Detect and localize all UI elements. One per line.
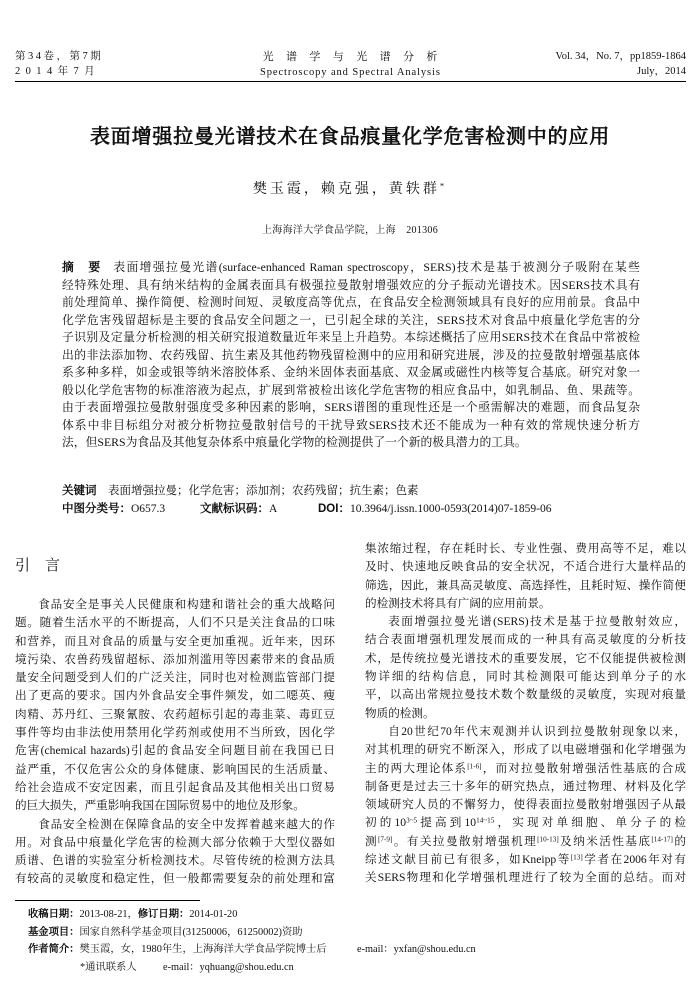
classification <box>62 501 640 519</box>
abstract-label: 摘 要 <box>62 260 102 274</box>
doc-code-value: A <box>269 503 278 515</box>
text-segment: ，实现对单细胞、单分子的检 <box>494 816 686 830</box>
abstract-line: 经特殊处理、具有纳米结构的金属表面具有极强拉曼散射增强效应的分子振动光谱技术。因SERS技术具有 <box>62 277 640 292</box>
body-line: 及时、快速地反映食品的安全状况，不适合进行大量样品的 <box>365 560 686 574</box>
body-line: 境污染、农兽药残留超标、添加剂滥用等因素带来的食品质 <box>15 652 335 666</box>
text-segment: 。有关拉曼散射增强机理 <box>392 834 538 848</box>
body-line: 危害(chemical hazards)引起的食品安全问题目前在我国已日 <box>15 744 335 758</box>
body-line: 用。对食品中痕量化学危害的检测大部分依赖于大型仪器如 <box>15 835 335 849</box>
body-line: 题。随着生活水平的不断提高，人们不只是关注食品的口味 <box>15 616 335 630</box>
citation: [7-9] <box>378 835 393 844</box>
issue-date-cn: 2014年7月 <box>15 65 101 77</box>
author-email: e-mail：yxfan@shou.edu.cn <box>357 944 476 956</box>
footnote-rule <box>15 900 200 901</box>
keywords-label: 关键词 <box>62 485 97 497</box>
body-line: 表面增强拉曼光谱(SERS)技术是基于拉曼散射效应， <box>388 615 686 629</box>
body-line: 食品安全检测在保障食品的安全中发挥着越来越大的作 <box>38 817 335 831</box>
clc-label: 中图分类号： <box>62 503 131 515</box>
journal-name-cn: 光谱学与光谱分析 <box>262 51 450 63</box>
journal-name-en: Spectroscopy and Spectral Analysis <box>260 66 441 78</box>
footnote-fund <box>28 924 688 942</box>
body-line: 有较高的灵敏度和稳定性，但一般都需要复杂的前处理和富 <box>15 872 335 886</box>
abstract-line: 出的非法添加物、农药残留、抗生素及其他药物残留检测中的应用和研究进展，涉及的拉曼散射增强基底体 <box>62 347 640 362</box>
abstract-line: 法，但SERS为食品及其他复杂体系中痕量化学物的检测提供了一个新的极具潜力的工具。 <box>62 435 527 449</box>
author-list <box>0 181 700 199</box>
abstract-line <box>62 259 640 277</box>
body-line: 集浓缩过程，存在耗时长、专业性强、费用高等不足，难以 <box>365 542 686 555</box>
clc-number <box>62 501 165 519</box>
body-line: 给社会造成不安定因素，而且引起食品及其他相关出口贸易 <box>15 780 335 794</box>
paper-title: 表面增强拉曼光谱技术在食品痕量化学危害检测中的应用 <box>90 126 610 148</box>
volume-issue: 第34卷，第7期 <box>15 51 104 62</box>
corresponding-email: e-mail：yqhuang@shou.edu.cn <box>163 962 294 974</box>
doc-code-label: 文献标识码： <box>200 503 269 515</box>
section-heading: 引 言 <box>15 558 61 574</box>
doi <box>318 501 552 519</box>
body-line: 领域研究人员的不懈努力，使得表面拉曼散射增强因子从最 <box>365 798 686 812</box>
body-line: 物详细的结构信息，同时其检测限可能达到单分子的水 <box>365 670 686 684</box>
footnotes <box>28 906 688 977</box>
abstract-line: 系多种多样，如金或银等纳米溶胶体系、金纳米固体表面基底、双金属或磁性内核等复合基底。研究对象一 <box>62 365 640 379</box>
body-line <box>365 760 686 778</box>
body-line: 平，以高出常规拉曼技术数个数量级的灵敏度，实现对痕量 <box>365 688 686 702</box>
body-line: 筛选，因此，兼具高灵敏度、高选择性，且耗时短、操作简便 <box>365 578 686 592</box>
fund-text: 国家自然科学基金项目(31250006，61250002)资助 <box>79 926 303 938</box>
header-right <box>556 50 686 79</box>
footnote-author <box>28 941 688 959</box>
body-line: 事件等均由非法使用禁用化学药剂或使用不当所致，因化学 <box>15 726 335 740</box>
citation: [14-17] <box>651 835 673 844</box>
header-rule <box>15 81 686 82</box>
received-label: 收稿日期： <box>28 909 80 920</box>
text-segment: 主的两大理论体系 <box>365 761 468 775</box>
text-segment: 综述文献目前已有很多，如Kneipp等 <box>365 853 571 867</box>
document-code <box>200 501 277 519</box>
text-segment: 提高到10 <box>417 816 477 830</box>
body-line: 自20世纪70年代末观测并认识到拉曼散射现象以来， <box>388 724 686 738</box>
exponent: 14~15 <box>476 816 495 825</box>
citation: [13] <box>570 853 583 862</box>
body-line: 肉精、苏丹红、三聚氰胺、农药超标引起的毒韭菜、毒豇豆 <box>15 707 335 721</box>
body-line: 物质的检测。 <box>365 706 435 720</box>
text-segment: 及纳米活性基底 <box>558 834 652 848</box>
corresponding-mark: * <box>439 180 448 191</box>
keywords-text: 表面增强拉曼；化学危害；添加剂；农药残留；抗生素；色素 <box>108 485 419 497</box>
abstract-line: 子识别及定量分析检测的相关研究报道数量近年来呈上升趋势。本综述概括了应用SERS技术在食品中常被检 <box>62 330 640 344</box>
text-segment: ，而对拉曼散射增强活性基底的合成 <box>481 761 686 775</box>
exponent: 3~5 <box>406 816 418 825</box>
body-line: 术，是传统拉曼光谱技术的重要发展，它不仅能提供被检测 <box>365 651 686 665</box>
body-line: 的检测技术将具有广阔的应用前景。 <box>365 596 551 610</box>
text-segment: 学者在2006年对有 <box>582 853 686 867</box>
footnote-dates <box>28 906 688 924</box>
abstract-line: 体系中非目标组分对被分析物拉曼散射信号的干扰导致SERS技术还不能成为一种有效的常规快速分析方 <box>62 417 640 432</box>
abstract <box>62 259 640 452</box>
body-right-column <box>365 540 686 888</box>
doi-value: 10.3964/j.issn.1000-0593(2014)07-1859-06 <box>349 503 552 515</box>
body-line <box>365 833 686 851</box>
body-line: 食品安全是事关人民健康和构建和谐社会的重大战略问 <box>38 598 335 611</box>
body-line: 量安全问题受到人们的广泛关注，同时也对检测监管部门提 <box>15 671 335 685</box>
fund-label: 基金项目： <box>28 926 80 938</box>
footnote-corresponding <box>28 959 688 977</box>
doi-label: DOI： <box>318 503 350 515</box>
author-bio-label: 作者简介： <box>28 944 80 956</box>
body-line: 关SERS物理和化学增强机理进行了较为全面的总结。而对 <box>365 871 686 885</box>
body-line: 对其机理的研究不断深入，形成了以电磁增强和化学增强为 <box>365 743 686 757</box>
body-line <box>365 851 686 869</box>
body-line: 出了更高的要求。国内外食品安全事件频发，如二噁英、瘦 <box>15 689 335 703</box>
citation: [1-6] <box>467 761 482 770</box>
text-segment: 的 <box>672 834 686 848</box>
clc-value: O657.3 <box>131 503 166 515</box>
volume-pages: Vol. 34，No. 7，pp1859-1864 <box>555 51 686 62</box>
abstract-line: 前处理简单、操作简便、检测时间短、灵敏度高等优点，在食品安全检测领域具有良好的应用前景。食品中 <box>62 295 640 309</box>
keywords <box>62 483 640 501</box>
text-segment: 测 <box>365 834 379 848</box>
text-segment: 初的10 <box>365 816 407 830</box>
corresponding-author: *通讯联系人 <box>80 962 137 974</box>
abstract-line: 由于表面增强拉曼散射强度受多种因素的影响，SERS谱图的重现性还是一个亟需解决的难题，而食品复杂 <box>62 400 640 414</box>
received-date: 2013-08-21， <box>79 909 138 920</box>
body-line: 结合表面增强机理发展而成的一种具有高灵敏度的分析技 <box>365 633 686 647</box>
body-line: 制备更是过去三十多年的研究热点，通过物理、材料及化学 <box>365 779 686 793</box>
author-bio: 樊玉霞，女，1980年生，上海海洋大学食品学院博士后 <box>79 944 327 956</box>
revised-date: 2014-01-20 <box>189 909 238 920</box>
abstract-line: 化学危害残留超标是主要的食品安全问题之一，已引起全球的关注，SERS技术对食品中痕量化学危害的分 <box>62 312 640 327</box>
body-line: 质谱、色谱的实验室分析检测技术。尽管传统的检测方法具 <box>15 854 335 868</box>
revised-label: 修订日期： <box>137 909 190 920</box>
body-line: 益严重，不仅危害公众的身体健康、影响国民的生活质量、 <box>15 762 335 776</box>
body-line: 的巨大损失，严重影响我国在国际贸易中的地位及形象。 <box>15 799 305 813</box>
citation: [10-13] <box>537 835 559 844</box>
body-left-column <box>15 596 335 889</box>
issue-date-en: July，2014 <box>636 65 686 77</box>
abstract-line: 般以化学危害物的标准溶液为起点，扩展到常被检出该化学危害物的相应食品中，如乳制品、鱼、果蔬等。 <box>62 382 640 397</box>
author-names: 樊玉霞，赖克强，黄轶群 <box>252 182 440 197</box>
abstract-text: 表面增强拉曼光谱(surface-enhanced Raman spectroscopy，SERS)技术是基于被测分子吸附在某些 <box>113 260 640 274</box>
body-line: 和营养，而且对食品的质量与安全更加重视。近年来，因环 <box>15 634 335 648</box>
affiliation: 上海海洋大学食品学院，上海 201306 <box>262 225 438 236</box>
body-line <box>365 814 686 832</box>
